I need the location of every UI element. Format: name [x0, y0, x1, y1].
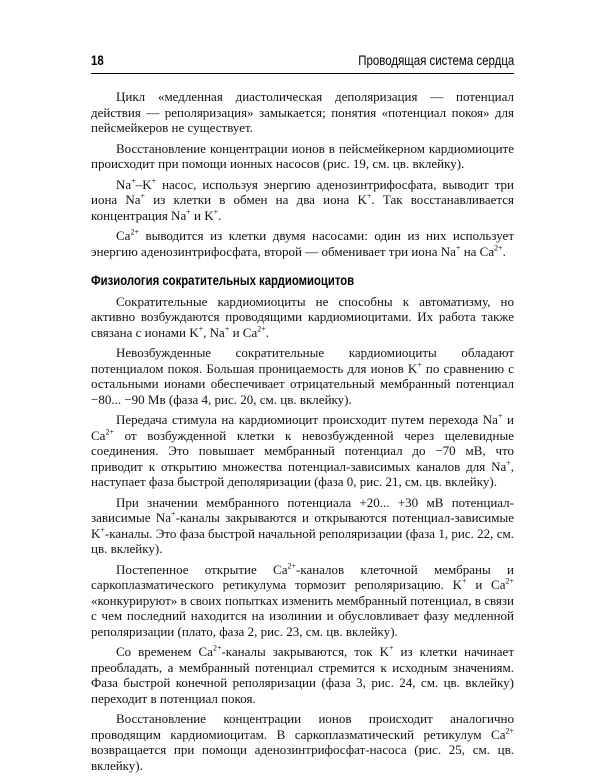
- superscript: 2+: [257, 324, 266, 334]
- section-paragraphs: [91, 294, 514, 774]
- superscript: +: [140, 191, 146, 201]
- paragraph: [91, 228, 514, 259]
- text-run: Ca: [116, 228, 131, 243]
- superscript: 2+: [212, 643, 222, 653]
- text-run: .: [502, 243, 506, 259]
- text-run: При значении мембранного потенциала +20... +30 мВ потенциал-зависимые Na: [91, 494, 514, 525]
- superscript: +: [366, 191, 372, 201]
- superscript: 2+: [505, 726, 514, 736]
- text-run: , Na: [203, 324, 225, 340]
- superscript: +: [186, 207, 191, 217]
- text-run: Сократительные кардиомиоциты не способны к автоматизму, но активно возбуждаются проводящими кардиомиоцитами. Их работа также связана с ионами K: [91, 293, 514, 340]
- text-run: от возбужденной клетки к невозбужденной через щелевидные соединения. Это повышает мембранный потенциал до −70 мВ, что приводит к открытию множества потенциал-зависимых каналов для Na: [91, 427, 514, 474]
- superscript: +: [198, 324, 204, 334]
- text-run: Со временем Ca: [116, 644, 213, 659]
- text-run: из клетки в обмен на два иона K: [145, 192, 367, 207]
- superscript: +: [131, 176, 136, 186]
- text-run: насос, используя энергию аденозинтрифосфата, выводит три иона Na: [91, 176, 514, 207]
- paragraph: [91, 562, 514, 640]
- section-heading: Физиология сократительных кардиомиоцитов: [91, 273, 355, 288]
- page-header: [91, 50, 514, 72]
- text-run: на Ca: [460, 243, 495, 259]
- text-run: возвращается при помощи аденозинтрифосфат-насоса (рис. 25, см. цв. вклейку).: [91, 742, 514, 773]
- superscript: +: [455, 243, 461, 253]
- page-number: 18: [91, 52, 104, 68]
- text-run: Передача стимула на кардиомиоцит происходит путем перехода Na: [116, 412, 498, 427]
- text-run: -каналы закрываются и открываются потенциал-зависимые K: [91, 510, 514, 541]
- text-run: «конкурируют» в своих попытках изменить мембранный потенциал, в связи с чем последний находится на изолинии и обусловливает фазу медленной реполяризации (плато, фаза 2, рис. 23, см. цв. вклейку).: [91, 592, 514, 639]
- paragraph: [91, 495, 514, 557]
- paragraph: [91, 644, 514, 706]
- paragraph: [91, 412, 514, 490]
- text-run: и Ca: [229, 324, 258, 340]
- running-title: Проводящая система сердца: [357, 52, 514, 68]
- text-run: и Ca: [91, 412, 514, 443]
- text-run: и K: [190, 207, 214, 223]
- paragraph: [91, 294, 514, 341]
- text-run: –K: [135, 176, 152, 192]
- text-run: .: [265, 324, 269, 340]
- text-run: Восстановление концентрации ионов происходит аналогично проводящим кардиомиоцитам. В саркоплазматический ретикулум Ca: [91, 711, 514, 742]
- paragraph: [91, 177, 514, 224]
- text-run: Восстановление концентрации ионов в пейсмейкерном кардиомиоците происходит при помощи ионных насосов (рис. 19, см. цв. вклейку).: [91, 140, 514, 171]
- text-run: выводится из клетки двумя насосами: один из них использует энергию аденозинтрифосфата, второй — обменивает три иона Na: [91, 228, 514, 259]
- text-run: Цикл «медленная диастолическая деполяризация — потенциал действия — реполяризация» замыкается; понятия «потенциал покоя» для пейсмейкеров не существует.: [91, 89, 514, 135]
- text-run: .: [218, 207, 222, 223]
- superscript: 2+: [105, 427, 114, 437]
- text-run: -каналы закрываются, ток K: [221, 644, 390, 659]
- superscript: +: [171, 509, 176, 519]
- paragraph: [91, 89, 514, 136]
- text-run: из клетки начинает преобладать, а мембранный потенциал стремится к исходным значениям. Фаза быстрой конечной реполяризации (фаза 3, рис. 24, см. цв. вклейку) переходит в потенциал покоя.: [91, 644, 514, 706]
- text-run: Невозбужденные сократительные кардиомиоциты обладают потенциалом покоя. Большая проницаемость для ионов K: [91, 345, 514, 376]
- superscript: +: [462, 576, 467, 586]
- superscript: 2+: [505, 576, 514, 586]
- superscript: 2+: [287, 561, 296, 571]
- paragraph: [91, 345, 514, 407]
- superscript: +: [497, 411, 503, 421]
- superscript: +: [389, 643, 394, 653]
- superscript: +: [213, 207, 219, 217]
- text-run: -каналы. Это фаза быстрой начальной реполяризации (фаза 1, рис. 22, см. цв. вклейку).: [91, 525, 514, 556]
- text-run: , наступает фаза быстрой деполяризации (фаза 0, рис. 21, см. цв. вклейку).: [91, 458, 514, 489]
- superscript: +: [224, 324, 230, 334]
- superscript: +: [506, 458, 511, 468]
- superscript: 2+: [494, 243, 503, 253]
- header-rule: [91, 73, 514, 74]
- text-run: и Ca: [466, 577, 506, 592]
- paragraph: [91, 141, 514, 172]
- text-run: по сравнению с остальными ионами обеспечивает отрицательный мембранный потенциал −80... −90 Мв (фаза 4, рис. 20, см. цв. вклейку).: [91, 360, 514, 407]
- text-run: Постепенное открытие Ca: [116, 561, 288, 577]
- text-run: . Так восстанавливается концентрация Na: [91, 192, 514, 223]
- paragraph: [91, 711, 514, 773]
- superscript: 2+: [130, 227, 139, 237]
- text-run: Na: [116, 176, 132, 192]
- text-run: -каналов клеточной мембраны и саркоплазматического ретикулума тормозит реполяризацию. K: [91, 561, 514, 592]
- superscript: +: [100, 525, 105, 535]
- body-text: [91, 89, 514, 778]
- superscript: +: [151, 176, 157, 186]
- intro-paragraphs: [91, 89, 514, 259]
- superscript: +: [417, 360, 422, 370]
